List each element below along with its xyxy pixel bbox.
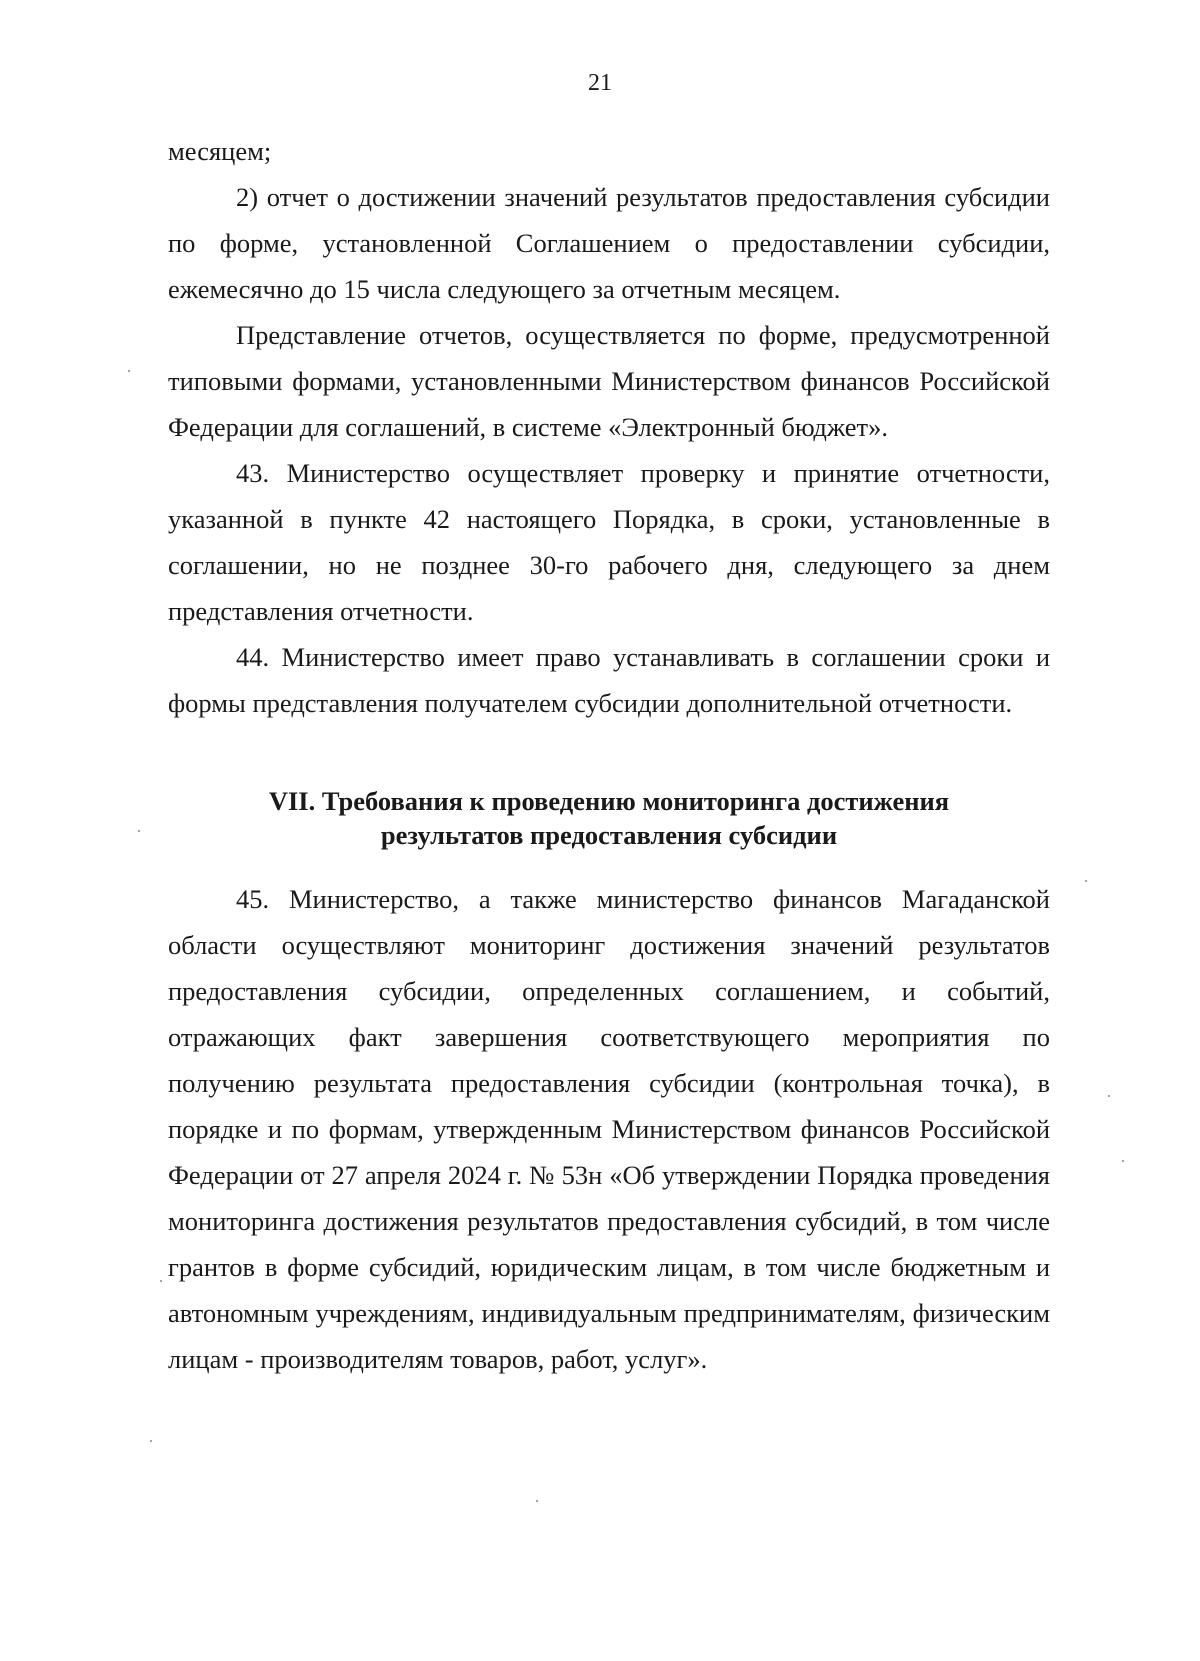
scan-speck — [150, 1440, 152, 1442]
paragraph-44: 44. Министерство имеет право устанавливать в соглашении сроки и формы представления получателем субсидии дополнительной отчетности. — [168, 642, 1050, 718]
scan-speck — [1085, 880, 1087, 882]
section-heading-line-2: результатов предоставления субсидии — [380, 820, 838, 850]
paragraph-continuation: месяцем; — [168, 136, 272, 166]
scan-speck — [160, 1280, 162, 1282]
paragraph-43: 43. Министерство осуществляет проверку и принятие отчетности, указанной в пункте 42 настоящего Порядка, в сроки, установленные в соглашении, но не позднее 30-го рабочего дня, следующего за днем представления отчетности. — [168, 458, 1050, 626]
scan-speck — [138, 830, 140, 832]
section-heading — [168, 784, 1050, 852]
scan-speck — [536, 1500, 538, 1502]
page-number: 21 — [588, 70, 612, 96]
document-body — [168, 128, 1050, 1382]
paragraph-45: 45. Министерство, а также министерство финансов Магаданской области осуществляют мониторинг достижения значений результатов предоставления субсидии, определенных соглашением, и событий, отражающих факт завершения соответствующего мероприятия по получению результата предоставления субсидии (контрольная точка), в порядке и по формам, утвержденным Министерством финансов Российской Федерации от 27 апреля 2024 г. № 53н «Об утверждении Порядка проведения мониторинга достижения результатов предоставления субсидий, в том числе грантов в форме субсидий, юридическим лицам, в том числе бюджетным и автономным учреждениям, индивидуальным предпринимателям, физическим лицам - производителям товаров, работ, услуг». — [168, 884, 1050, 1374]
scan-speck — [1122, 1160, 1124, 1162]
section-heading-line-1: VII. Требования к проведению мониторинга достижения — [268, 786, 950, 816]
paragraph-report-submission: Представление отчетов, осуществляется по форме, предусмотренной типовыми формами, установленными Министерством финансов Российской Федерации для соглашений, в системе «Электронный бюджет». — [168, 320, 1050, 442]
paragraph-report-item-2: 2) отчет о достижении значений результатов предоставления субсидии по форме, установленной Соглашением о предоставлении субсидии, ежемесячно до 15 числа следующего за отчетным месяцем. — [168, 182, 1050, 304]
scan-speck — [1108, 1095, 1110, 1097]
scan-speck — [128, 370, 130, 372]
